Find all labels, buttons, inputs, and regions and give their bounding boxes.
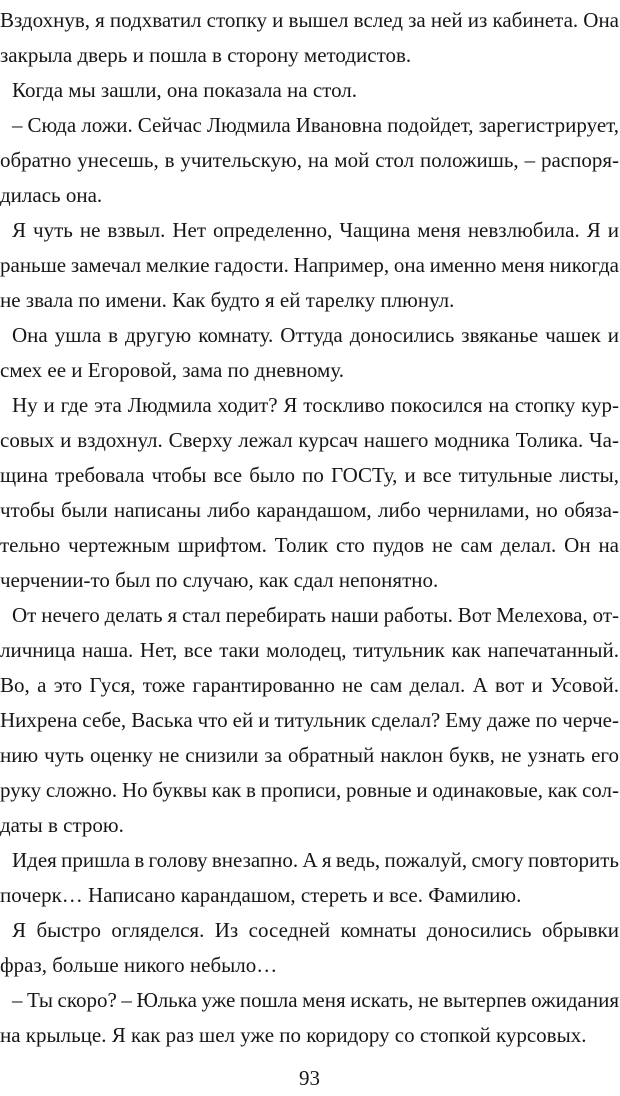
- text-line: Она ушла в другую комнату. Оттуда доносились звяканье чашек и: [12, 323, 619, 347]
- text-line: Во, а это Гуся, тоже гарантированно не сам делал. А вот и Усовой.: [0, 673, 619, 697]
- text-line: личница наша. Нет, все таки молодец, титульник как напечатанный.: [0, 638, 619, 662]
- text-line: Идея пришла в голову внезапно. А я ведь, пожалуй, смогу повторить: [12, 848, 619, 872]
- text-line: даты в строю.: [0, 813, 124, 837]
- text-line: раньше замечал мелкие гадости. Например, она именно меня никогда: [0, 253, 619, 277]
- text-line: тельно чертежным шрифтом. Толик сто пудов не сам делал. Он на: [0, 533, 619, 557]
- paragraph: [0, 843, 619, 913]
- text-line: чтобы были написаны либо карандашом, либо чернилами, но обяза-: [0, 498, 619, 522]
- page-number: 93: [299, 1066, 320, 1090]
- text-line: закрыла дверь и пошла в сторону методистов.: [0, 43, 412, 67]
- paragraph: [0, 983, 619, 1053]
- text-line: щина требовала чтобы все было по ГОСТу, и все титульные листы,: [0, 463, 619, 487]
- text-line: Я быстро огляделся. Из соседней комнаты доносились обрывки: [12, 918, 619, 942]
- text-line: совых и вздохнул. Сверху лежал курсач нашего модника Толика. Ча-: [0, 428, 619, 452]
- paragraph: [0, 108, 619, 213]
- text-line: смех ее и Егоровой, зама по дневному.: [0, 358, 344, 382]
- paragraph: [0, 598, 619, 843]
- text-line: обратно унесешь, в учительскую, на мой стол положишь, – распоря-: [0, 148, 619, 172]
- paragraph: [0, 213, 619, 318]
- text-line: нию чуть оценку не снизили за обратный наклон букв, не узнать его: [0, 743, 619, 767]
- text-line: фраз, больше никого небыло…: [0, 953, 278, 977]
- paragraph: [0, 3, 619, 73]
- page-text: [0, 3, 619, 1053]
- text-line: руку сложно. Но буквы как в прописи, ровные и одинаковые, как сол-: [0, 778, 619, 802]
- text-line: Когда мы зашли, она показала на стол.: [12, 78, 358, 102]
- text-line: дилась она.: [0, 183, 103, 207]
- text-line: не звала по имени. Как будто я ей тарелку плюнул.: [0, 288, 455, 312]
- text-line: Вздохнув, я подхватил стопку и вышел вслед за ней из кабинета. Она: [0, 8, 619, 32]
- paragraph: [0, 318, 619, 388]
- text-line: Я чуть не взвыл. Нет определенно, Чащина меня невзлюбила. Я и: [12, 218, 619, 242]
- text-line: – Ты скоро? – Юлька уже пошла меня искать, не вытерпев ожидания: [12, 988, 619, 1012]
- text-line: на крыльце. Я как раз шел уже по коридору со стопкой курсовых.: [0, 1023, 587, 1047]
- paragraph: [0, 73, 619, 108]
- text-line: Ну и где эта Людмила ходит? Я тоскливо покосился на стопку кур-: [12, 393, 619, 417]
- paragraph: [0, 388, 619, 598]
- text-line: – Сюда ложи. Сейчас Людмила Ивановна подойдет, зарегистрирует,: [12, 113, 619, 137]
- paragraph: [0, 913, 619, 983]
- text-line: черчении-то был по случаю, как сдал непонятно.: [0, 568, 439, 592]
- text-line: Нихрена себе, Васька что ей и титульник сделал? Ему даже по черче-: [0, 708, 619, 732]
- text-line: От нечего делать я стал перебирать наши работы. Вот Мелехова, от-: [12, 603, 619, 627]
- text-line: почерк… Написано карандашом, стереть и все. Фамилию.: [0, 883, 522, 907]
